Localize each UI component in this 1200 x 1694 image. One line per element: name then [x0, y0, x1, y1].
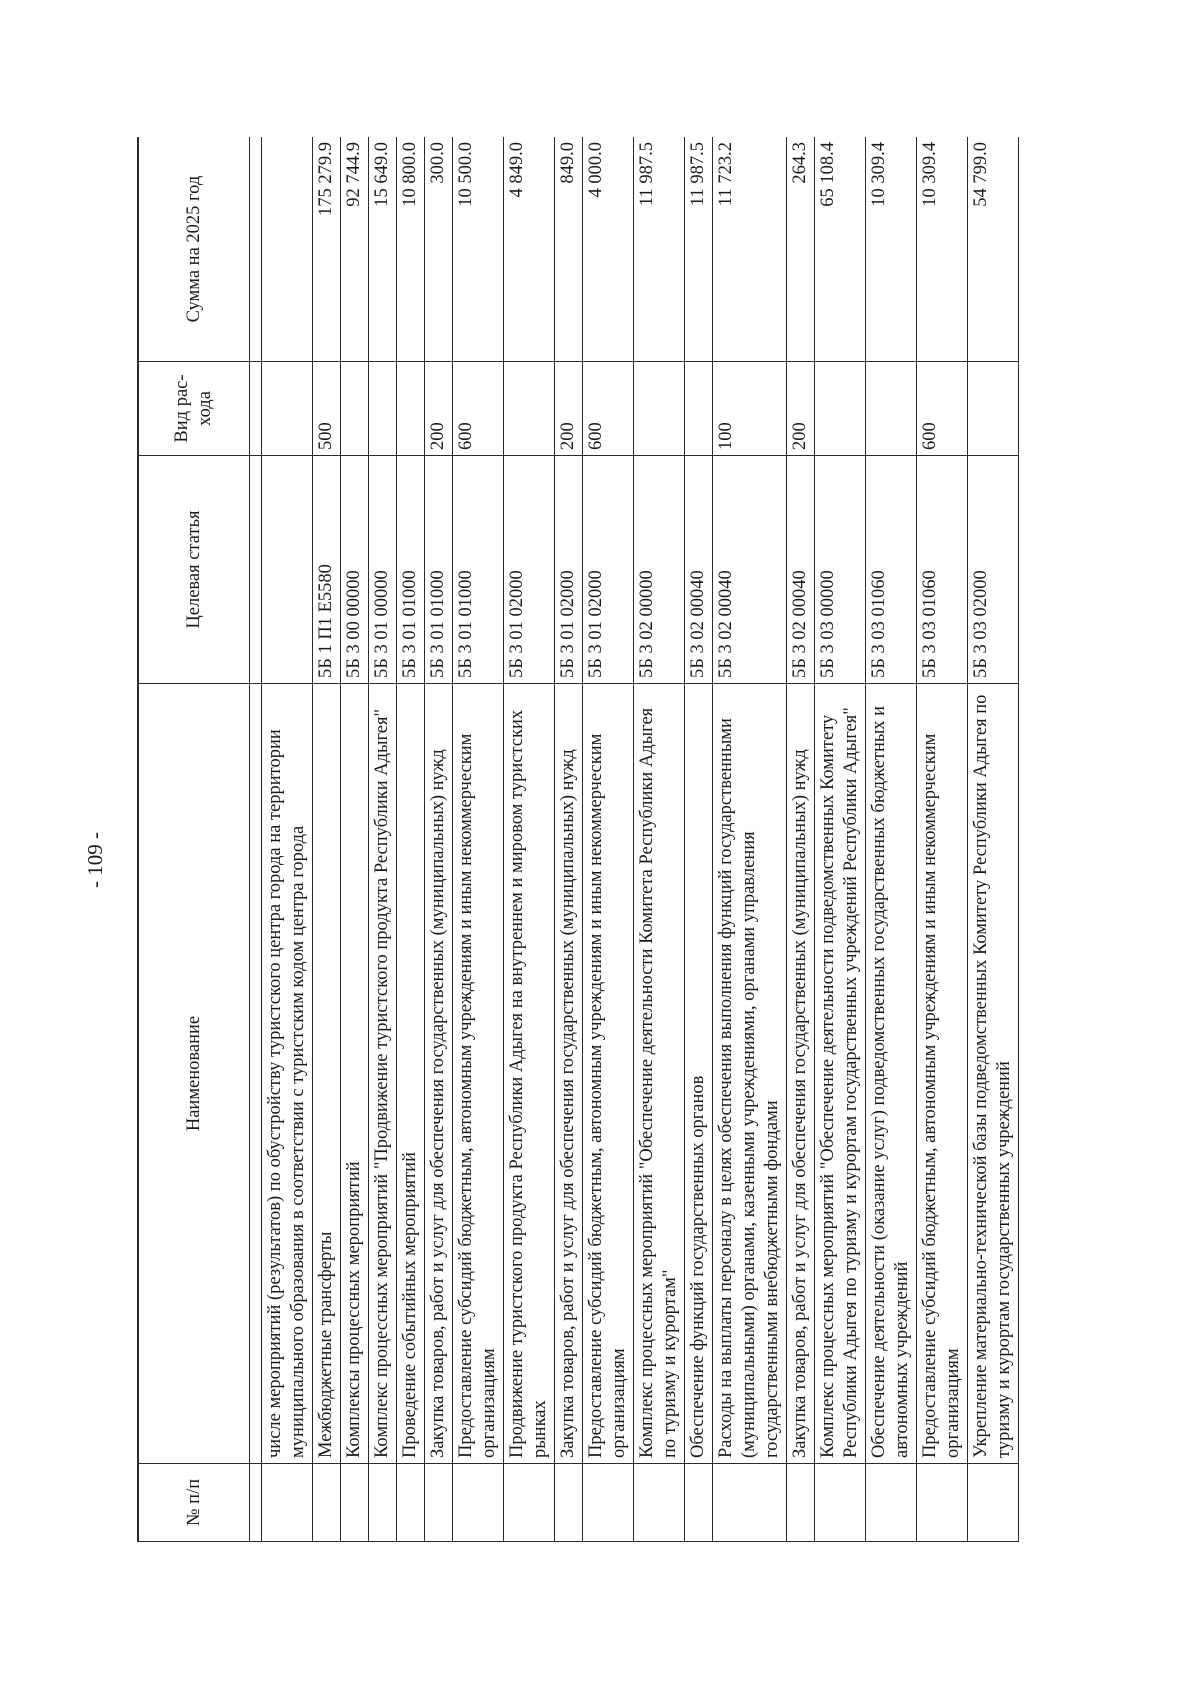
cell-kind: 600 — [917, 362, 968, 456]
cell-code: 5Б 1 П1 Е5580 — [313, 456, 341, 684]
cell-no — [583, 1464, 634, 1542]
cell-no — [917, 1464, 968, 1542]
cell-kind — [341, 362, 369, 456]
cell-no — [685, 1464, 713, 1542]
cell-no — [262, 1464, 313, 1542]
cell-name: Комплекс процессных мероприятий "Обеспечение деятельности подведомственных Комитету Республики Адыгея по туризму и курортам государственных учреждений Республики Адыгея" — [815, 684, 866, 1464]
cell-sum: 300.0 — [425, 137, 453, 362]
cell-kind — [634, 362, 685, 456]
cell-kind — [815, 362, 866, 456]
table-row — [815, 137, 866, 1542]
table-row — [262, 137, 313, 1542]
cell-code: 5Б 3 01 02000 — [555, 456, 583, 684]
cell-code — [262, 456, 313, 684]
table-row — [425, 137, 453, 1542]
cell-sum: 849.0 — [555, 137, 583, 362]
cell-code: 5Б 3 02 00040 — [787, 456, 815, 684]
cell-code: 5Б 3 01 01000 — [425, 456, 453, 684]
table-row — [583, 137, 634, 1542]
page-number: - 109 - — [83, 832, 107, 888]
cell-kind — [685, 362, 713, 456]
cell-code: 5Б 3 01 01000 — [453, 456, 504, 684]
cell-code: 5Б 3 02 00000 — [634, 456, 685, 684]
cell-sum: 54 799.0 — [968, 137, 1019, 362]
cell-sum: 11 723.2 — [713, 137, 787, 362]
cell-sum: 11 987.5 — [685, 137, 713, 362]
table-row — [313, 137, 341, 1542]
cell-code: 5Б 3 00 00000 — [341, 456, 369, 684]
table-row — [866, 137, 917, 1542]
cell-sum: 264.3 — [787, 137, 815, 362]
table-row — [917, 137, 968, 1542]
cell-name: Обеспечение деятельности (оказание услуг) подведомственных государственных бюджетных и автономных учреждений — [866, 684, 917, 1464]
header-kind: Вид рас-хода — [138, 362, 250, 456]
cell-name: Расходы на выплаты персоналу в целях обеспечения выполнения функций государственными (муниципальными) органами, казенными учреждениями, органами управления государственными внебюджетными фондами — [713, 684, 787, 1464]
cell-sum: 10 500.0 — [453, 137, 504, 362]
table-row — [453, 137, 504, 1542]
table-header-row — [138, 137, 250, 1542]
cell-no — [453, 1464, 504, 1542]
cell-sum: 65 108.4 — [815, 137, 866, 362]
cell-sum: 4 000.0 — [583, 137, 634, 362]
cell-no — [425, 1464, 453, 1542]
cell-code: 5Б 3 03 01060 — [866, 456, 917, 684]
header-sum: Сумма на 2025 год — [138, 137, 250, 362]
cell-code: 5Б 3 02 00040 — [685, 456, 713, 684]
cell-name: Предоставление субсидий бюджетным, автономным учреждениям и иным некоммерческим организациям — [453, 684, 504, 1464]
header-name: Наименование — [138, 684, 250, 1464]
cell-no — [713, 1464, 787, 1542]
cell-kind: 200 — [787, 362, 815, 456]
cell-kind — [968, 362, 1019, 456]
cell-sum: 15 649.0 — [369, 137, 397, 362]
cell-kind — [262, 362, 313, 456]
cell-name: Предоставление субсидий бюджетным, автономным учреждениям и иным некоммерческим организациям — [917, 684, 968, 1464]
cell-no — [555, 1464, 583, 1542]
budget-table — [137, 137, 1019, 1542]
table-row — [968, 137, 1019, 1542]
header-code: Целевая статья — [138, 456, 250, 684]
cell-kind: 500 — [313, 362, 341, 456]
header-no: № п/п — [138, 1464, 250, 1542]
cell-sum: 11 987.5 — [634, 137, 685, 362]
cell-name: Межбюджетные трансферты — [313, 684, 341, 1464]
table-row — [397, 137, 425, 1542]
cell-no — [634, 1464, 685, 1542]
table-row — [713, 137, 787, 1542]
cell-code: 5Б 3 01 02000 — [583, 456, 634, 684]
cell-no — [504, 1464, 555, 1542]
cell-kind — [504, 362, 555, 456]
cell-name: числе мероприятий (результатов) по обустройству туристского центра города на территории муниципального образования в соответствии с туристским кодом центра города — [262, 684, 313, 1464]
cell-name: Закупка товаров, работ и услуг для обеспечения государственных (муниципальных) нужд — [787, 684, 815, 1464]
cell-name: Укрепление материально-технической базы подведомственных Комитету Республики Адыгея по туризму и курортам государственных учреждений — [968, 684, 1019, 1464]
cell-name: Продвижение туристского продукта Республики Адыгея на внутреннем и мировом туристских рынках — [504, 684, 555, 1464]
cell-code: 5Б 3 01 01000 — [397, 456, 425, 684]
cell-kind — [866, 362, 917, 456]
table-spacer-row — [250, 137, 262, 1542]
cell-no — [866, 1464, 917, 1542]
cell-code: 5Б 3 02 00040 — [713, 456, 787, 684]
table-row — [369, 137, 397, 1542]
cell-name: Закупка товаров, работ и услуг для обеспечения государственных (муниципальных) нужд — [555, 684, 583, 1464]
cell-name: Проведение событийных мероприятий — [397, 684, 425, 1464]
cell-code: 5Б 3 03 02000 — [968, 456, 1019, 684]
cell-name: Обеспечение функций государственных органов — [685, 684, 713, 1464]
cell-no — [397, 1464, 425, 1542]
cell-name: Комплекс процессных мероприятий "Продвижение туристского продукта Республики Адыгея" — [369, 684, 397, 1464]
cell-no — [968, 1464, 1019, 1542]
cell-sum: 175 279.9 — [313, 137, 341, 362]
table-row — [685, 137, 713, 1542]
cell-sum: 4 849.0 — [504, 137, 555, 362]
table-row — [555, 137, 583, 1542]
cell-sum — [262, 137, 313, 362]
cell-no — [341, 1464, 369, 1542]
cell-kind: 100 — [713, 362, 787, 456]
cell-code: 5Б 3 03 01060 — [917, 456, 968, 684]
cell-no — [787, 1464, 815, 1542]
cell-kind: 200 — [555, 362, 583, 456]
cell-sum: 92 744.9 — [341, 137, 369, 362]
cell-no — [313, 1464, 341, 1542]
cell-kind: 200 — [425, 362, 453, 456]
cell-kind — [369, 362, 397, 456]
budget-table-frame — [137, 137, 1076, 1542]
cell-name: Комплексы процессных мероприятий — [341, 684, 369, 1464]
cell-sum: 10 309.4 — [866, 137, 917, 362]
cell-sum: 10 800.0 — [397, 137, 425, 362]
cell-name: Закупка товаров, работ и услуг для обеспечения государственных (муниципальных) нужд — [425, 684, 453, 1464]
cell-kind — [397, 362, 425, 456]
table-row — [504, 137, 555, 1542]
cell-kind: 600 — [583, 362, 634, 456]
rotated-table-container — [137, 137, 1076, 1542]
table-row — [634, 137, 685, 1542]
cell-code: 5Б 3 01 00000 — [369, 456, 397, 684]
cell-code: 5Б 3 03 00000 — [815, 456, 866, 684]
cell-name: Комплекс процессных мероприятий "Обеспечение деятельности Комитета Республики Адыгея по туризму и курортам" — [634, 684, 685, 1464]
cell-no — [815, 1464, 866, 1542]
table-row — [787, 137, 815, 1542]
cell-sum: 10 309.4 — [917, 137, 968, 362]
cell-no — [369, 1464, 397, 1542]
cell-code: 5Б 3 01 02000 — [504, 456, 555, 684]
cell-kind: 600 — [453, 362, 504, 456]
cell-name: Предоставление субсидий бюджетным, автономным учреждениям и иным некоммерческим организациям — [583, 684, 634, 1464]
table-row — [341, 137, 369, 1542]
